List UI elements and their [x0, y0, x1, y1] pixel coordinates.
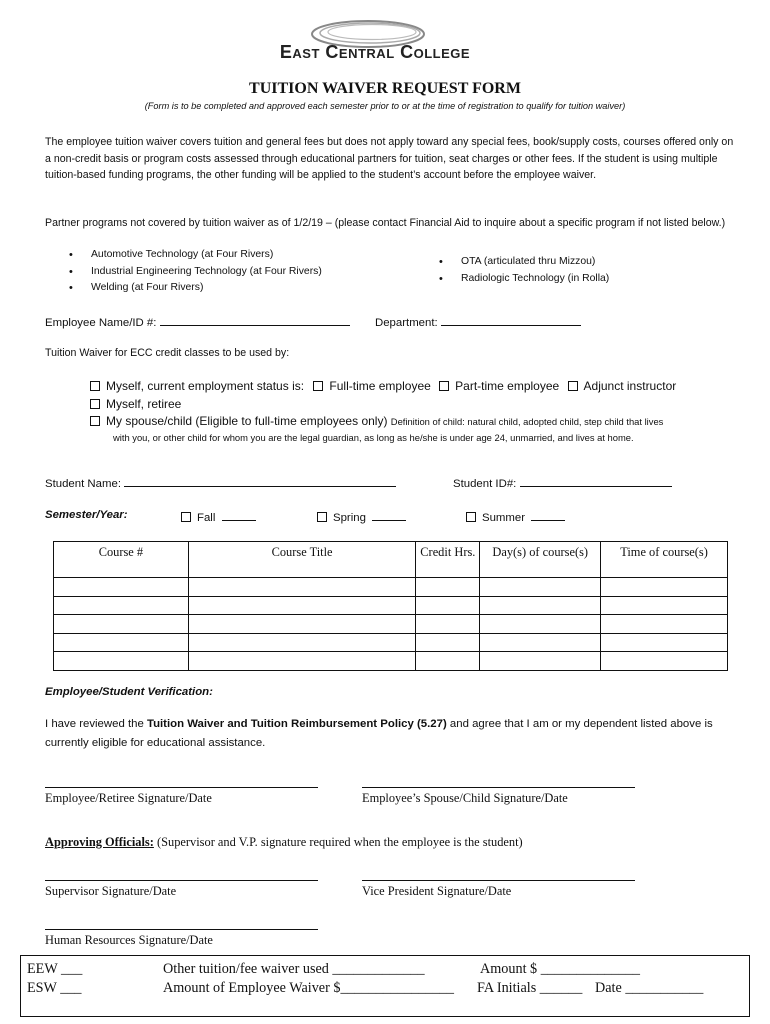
vp-signature-line[interactable] [362, 880, 635, 881]
amount-field[interactable]: Amount $ ______________ [480, 961, 641, 977]
table-cell[interactable] [188, 652, 416, 671]
approving-officials [45, 835, 523, 850]
course-days-header: Day(s) of course(s) [480, 542, 601, 578]
spouse-option-row [90, 414, 663, 428]
fall-year-line[interactable] [222, 509, 256, 521]
retiree-option-row [90, 397, 181, 411]
list-item: • Automotive Technology (at Four Rivers) [45, 247, 405, 264]
summer-year-line[interactable] [531, 509, 565, 521]
form-subtitle: (Form is to be completed and approved each semester prior to or at the time of registration to qualify for tuition waiver) [144, 101, 626, 111]
table-cell[interactable] [601, 633, 728, 652]
verification-text-before: I have reviewed the [45, 718, 147, 730]
spring-label: Spring [333, 512, 366, 524]
usage-label: Tuition Waiver for ECC credit classes to be used by: [45, 347, 290, 359]
table-cell[interactable] [188, 633, 416, 652]
table-cell[interactable] [601, 615, 728, 634]
table-cell[interactable] [480, 578, 601, 597]
supervisor-signature-label: Supervisor Signature/Date [45, 884, 177, 898]
eew-field[interactable]: EEW ___ [27, 961, 83, 977]
table-cell[interactable] [416, 615, 480, 634]
spouse-child-checkbox[interactable] [90, 416, 100, 426]
child-definition-cont: with you, or other child for whom you are the legal guardian, as long as he/she is under age 24, unmarried, and lives at home. [113, 432, 634, 443]
table-cell[interactable] [54, 652, 189, 671]
table-cell[interactable] [54, 596, 189, 615]
office-use-box [20, 955, 750, 1017]
course-table [53, 541, 728, 671]
myself-option-row [90, 379, 676, 393]
form-title: TUITION WAIVER REQUEST FORM [249, 80, 521, 97]
verification-heading: Employee/Student Verification: [45, 686, 213, 698]
spouse-signature-line[interactable] [362, 787, 635, 788]
intro-paragraph: The employee tuition waiver covers tuition and general fees but does not apply toward any special fees, book/supply costs, courses offered only on a non-credit basis or program costs assessed through educational partners for tuition, seat charges or other fees. If the student is using multiple tuition-based funding programs, the other funding will be applied to the student’s account before the employee waiver. [45, 136, 734, 182]
employee-name-line[interactable] [160, 314, 350, 326]
supervisor-signature-line[interactable] [45, 880, 318, 881]
programs-left-list [45, 247, 405, 297]
table-header-row [54, 542, 728, 578]
fall-label: Fall [197, 512, 216, 524]
fall-checkbox[interactable] [181, 512, 191, 522]
hr-signature-line[interactable] [45, 929, 318, 930]
table-cell[interactable] [416, 596, 480, 615]
course-title-header: Course Title [188, 542, 416, 578]
student-name-line[interactable] [124, 475, 396, 487]
employee-signature-label: Employee/Retiree Signature/Date [45, 791, 212, 805]
approving-note: (Supervisor and V.P. signature required when the employee is the student) [157, 835, 523, 849]
fa-initials-field[interactable]: FA Initials ______ [477, 980, 583, 996]
semester-label: Semester/Year: [45, 509, 128, 521]
table-cell[interactable] [480, 633, 601, 652]
myself-checkbox[interactable] [90, 381, 100, 391]
credit-hrs-header: Credit Hrs. [416, 542, 480, 578]
vp-signature-label: Vice President Signature/Date [362, 884, 512, 898]
full-time-checkbox[interactable] [313, 381, 323, 391]
table-cell[interactable] [188, 596, 416, 615]
spouse-signature-label: Employee’s Spouse/Child Signature/Date [362, 791, 568, 805]
student-name-label: Student Name: [45, 478, 121, 490]
table-cell[interactable] [601, 578, 728, 597]
list-item: • OTA (articulated thru Mizzou) [415, 254, 735, 271]
course-number-header: Course # [54, 542, 189, 578]
table-cell[interactable] [480, 596, 601, 615]
table-cell[interactable] [54, 615, 189, 634]
table-cell[interactable] [54, 578, 189, 597]
table-cell[interactable] [416, 652, 480, 671]
partner-note: Partner programs not covered by tuition waiver as of 1/2/19 – (please contact Financial Aid to inquire about a specific program if not listed below.) [45, 217, 726, 229]
table-row [54, 596, 728, 615]
policy-name: Tuition Waiver and Tuition Reimbursement Policy (5.27) [146, 718, 447, 730]
department-field[interactable] [375, 314, 581, 329]
adjunct-checkbox[interactable] [568, 381, 578, 391]
table-cell[interactable] [188, 578, 416, 597]
part-time-label: Part-time employee [455, 379, 560, 393]
table-row [54, 633, 728, 652]
approving-heading: Approving Officials: [45, 835, 154, 849]
summer-label: Summer [482, 512, 526, 524]
verification-text-after: and agree that I am or my dependent listed above is currently eligible for educational assistance. [45, 718, 713, 749]
student-name-field[interactable] [45, 475, 396, 490]
table-cell[interactable] [601, 652, 728, 671]
part-time-checkbox[interactable] [439, 381, 449, 391]
retiree-checkbox[interactable] [90, 399, 100, 409]
full-time-label: Full-time employee [329, 379, 431, 393]
other-waiver-field[interactable]: Other tuition/fee waiver used _____________ [163, 961, 425, 977]
child-definition: Definition of child: natural child, adopted child, step child that lives [390, 416, 664, 427]
programs-right-list [415, 254, 735, 287]
employee-name-label: Employee Name/ID #: [45, 317, 157, 329]
table-cell[interactable] [480, 652, 601, 671]
employee-waiver-field[interactable]: Amount of Employee Waiver $________________ [163, 980, 454, 996]
department-label: Department: [375, 317, 438, 329]
fall-option[interactable] [181, 509, 256, 524]
student-id-field[interactable] [453, 475, 672, 490]
spouse-child-label: My spouse/child (Eligible to full-time employees only) [106, 414, 388, 428]
list-item: • Industrial Engineering Technology (at Four Rivers) [45, 264, 405, 281]
spring-year-line[interactable] [372, 509, 406, 521]
employee-name-field[interactable] [45, 314, 350, 329]
college-name: East Central College [279, 42, 471, 62]
esw-field[interactable]: ESW ___ [27, 980, 82, 996]
table-cell[interactable] [416, 633, 480, 652]
summer-checkbox[interactable] [466, 512, 476, 522]
table-row [54, 578, 728, 597]
table-cell[interactable] [601, 596, 728, 615]
employee-signature-line[interactable] [45, 787, 318, 788]
department-line[interactable] [441, 314, 581, 326]
list-item: • Radiologic Technology (in Rolla) [415, 271, 735, 288]
college-logo [250, 14, 500, 72]
table-cell[interactable] [480, 615, 601, 634]
student-id-line[interactable] [520, 475, 672, 487]
adjunct-label: Adjunct instructor [583, 379, 677, 393]
student-id-label: Student ID#: [453, 478, 517, 490]
retiree-label: Myself, retiree [106, 397, 182, 411]
course-time-header: Time of course(s) [601, 542, 728, 578]
table-row [54, 652, 728, 671]
list-item: • Welding (at Four Rivers) [45, 280, 405, 297]
verification-text [45, 715, 735, 752]
date-field[interactable]: Date ___________ [595, 980, 704, 996]
myself-label: Myself, current employment status is: [106, 379, 305, 393]
table-cell[interactable] [54, 633, 189, 652]
summer-option[interactable] [466, 509, 565, 524]
table-cell[interactable] [188, 615, 416, 634]
table-cell[interactable] [416, 578, 480, 597]
table-row [54, 615, 728, 634]
spring-option[interactable] [317, 509, 406, 524]
spring-checkbox[interactable] [317, 512, 327, 522]
hr-signature-label: Human Resources Signature/Date [45, 933, 213, 947]
